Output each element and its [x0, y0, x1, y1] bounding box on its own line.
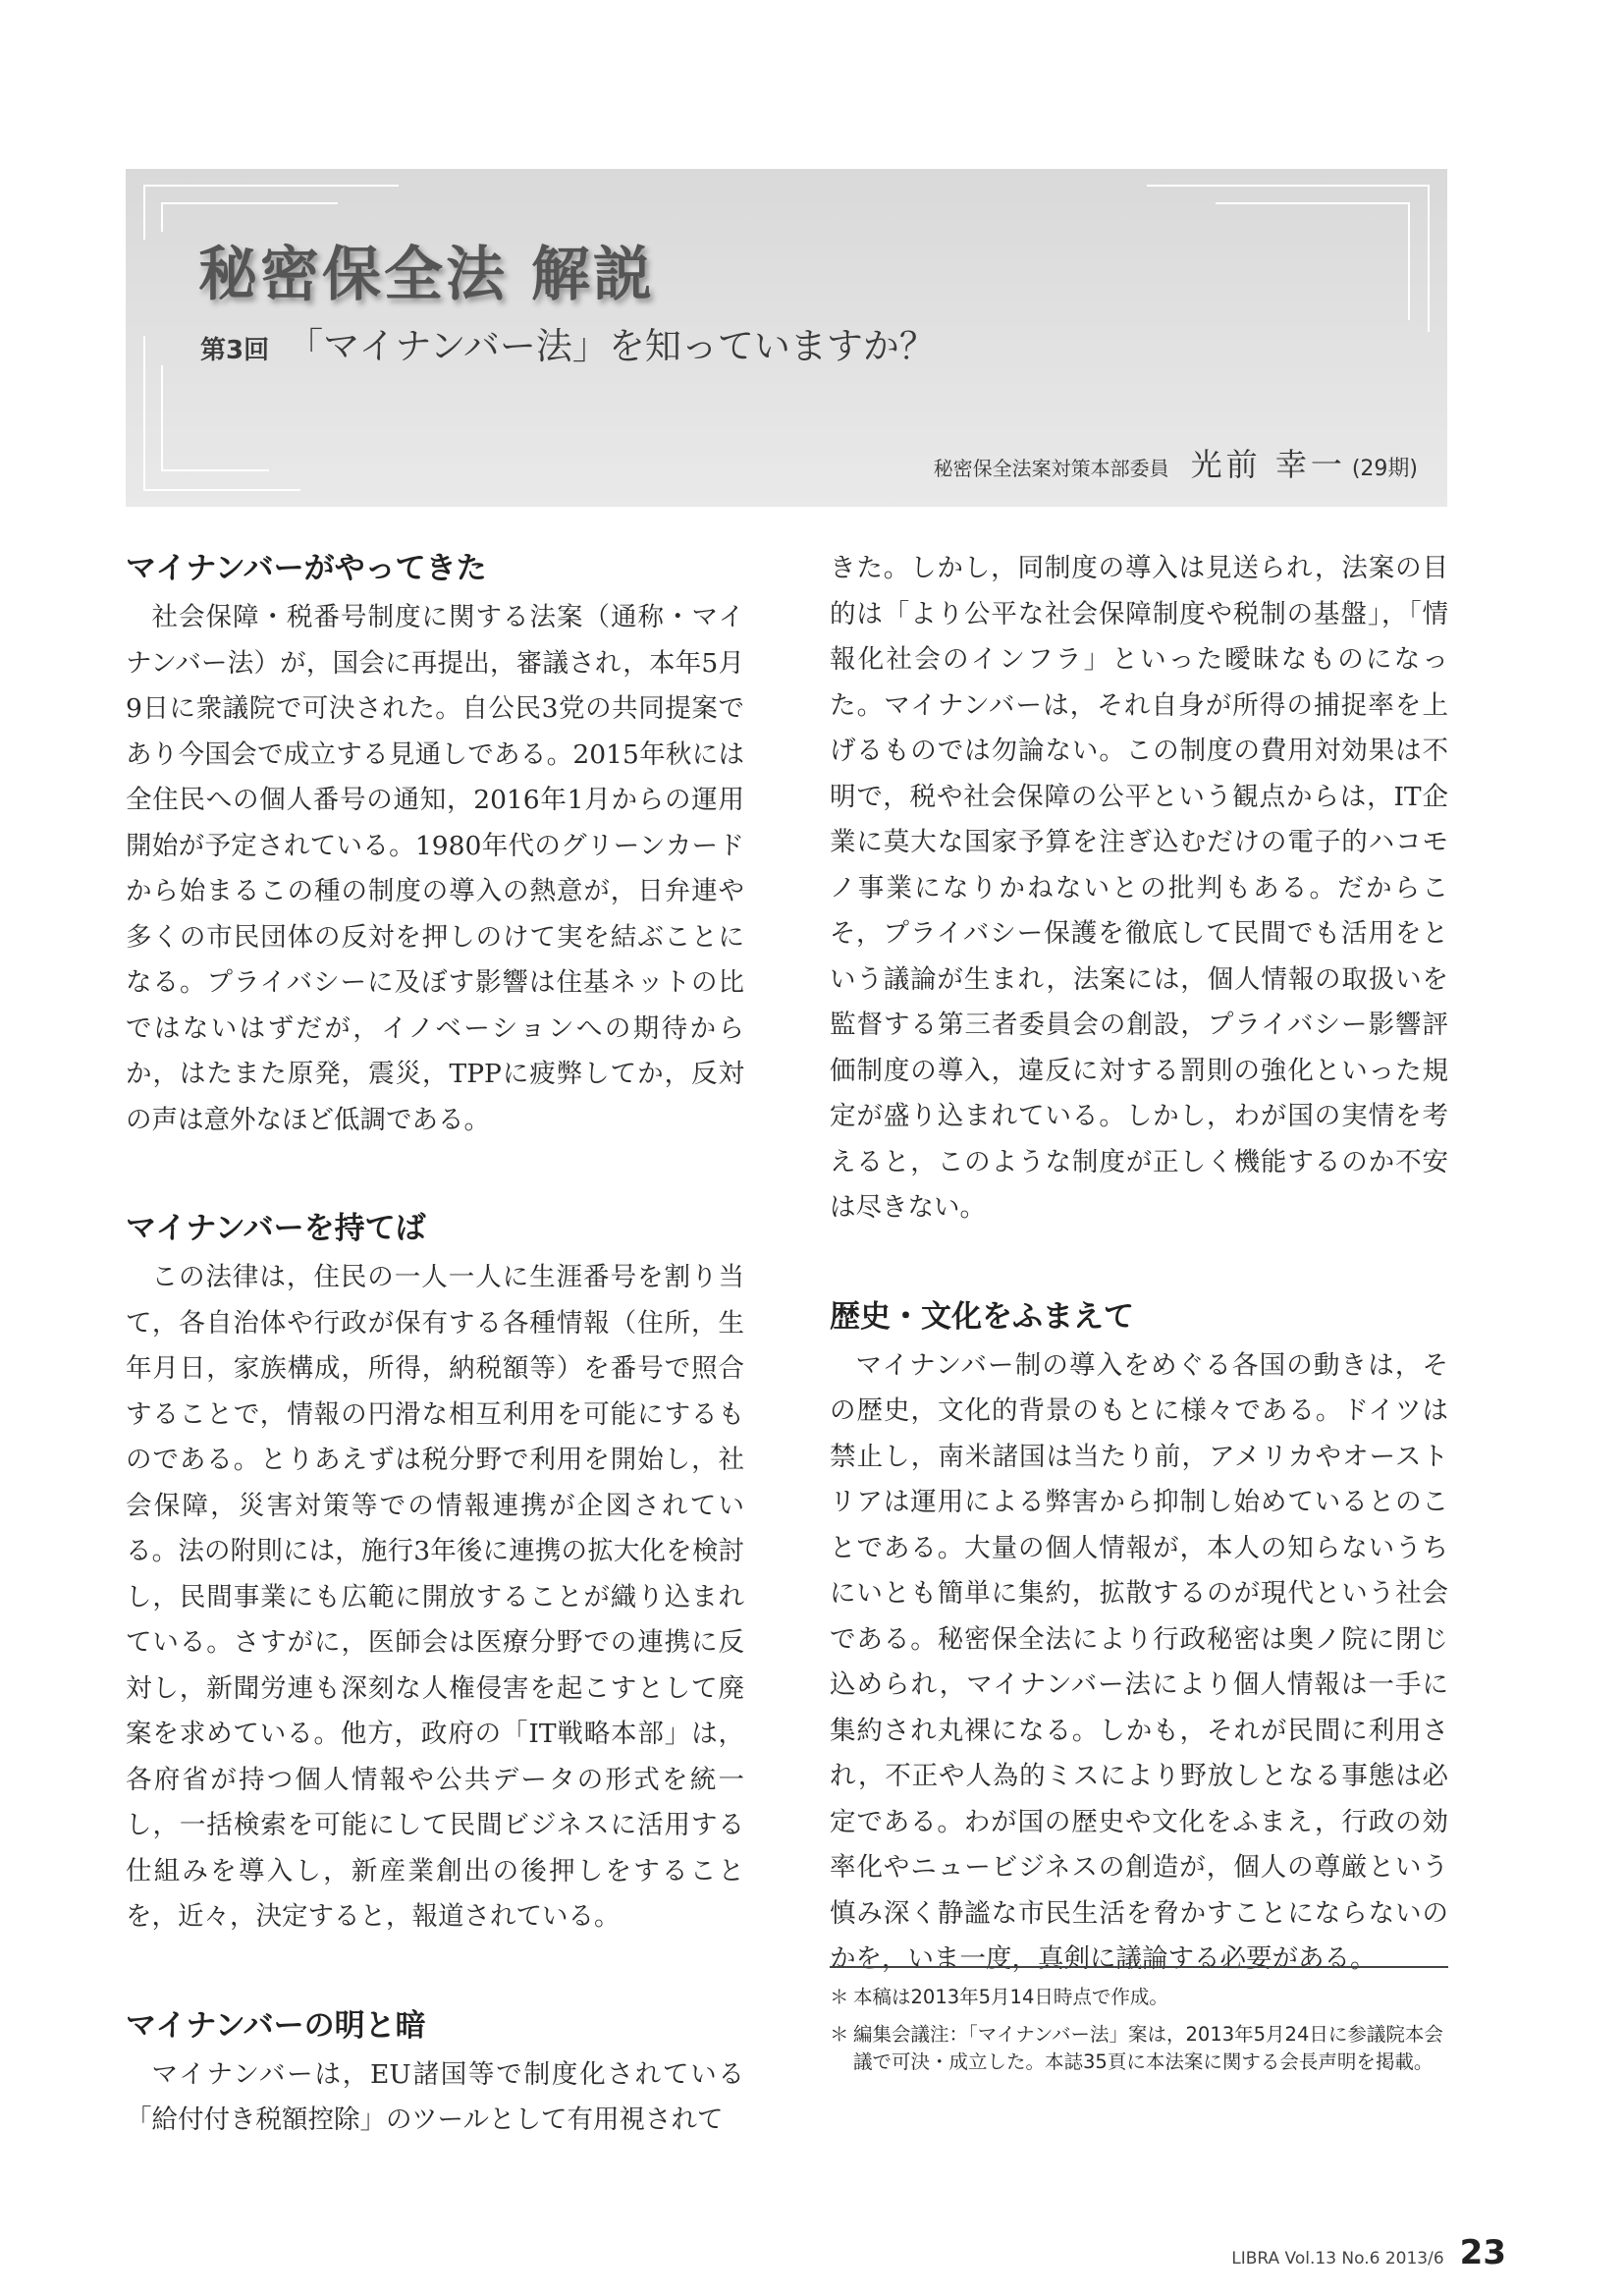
section-heading: マイナンバーがやってきた	[126, 551, 487, 586]
section-heading: マイナンバーの明と暗	[126, 2007, 426, 2044]
episode-number: 第3回	[200, 336, 270, 365]
footnote-text: 編集会議注：「マイナンバー法」案は，2013年5月24日に参議院本会議で可決・成立した。本誌35頁に本法案に関する会長声明を掲載。	[853, 2023, 1443, 2073]
section-body: 社会保障・税番号制度に関する法案（通称・マイナンバー法）が，国会に再提出，審議され，本年5月9日に衆議院で可決された。自公民3党の共同提案であり今国会で成立する見通しである。2015年秋には全住民への個人番号の通知，2016年1月からの運用開始が予定されている。1980年代のグリーンカードから始まるこの種の制度の導入の熱意が，日弁連や多くの市民団体の反対を押しのけて実を結ぶことになる。プライバシーに及ぼす影響は住基ネットの比ではないはずだが，イノベーションへの期待からか，はたまた原発，震災，TPPに疲弊してか，反対の声は意外なほど低調である。	[126, 602, 744, 1135]
author-byline	[934, 440, 1418, 485]
section-body: マイナンバーは，EU諸国等で制度化されている「給付付き税額控除」のツールとして有用視されて	[126, 2058, 744, 2135]
author-term: (29期)	[1351, 457, 1418, 481]
footnote	[830, 2021, 1448, 2076]
author-role: 秘密保全法案対策本部委員	[933, 457, 1169, 480]
author-name: 光前 幸一	[1190, 446, 1346, 483]
page-number: 23	[1459, 2233, 1506, 2272]
subtitle-text: 「マイナンバー法」を知っていますか？	[287, 325, 936, 367]
section-body-continued: きた。しかし，同制度の導入は見送られ，法案の目的は「より公平な社会保障制度や税制の基盤」，「情報化社会のインフラ」といった曖昧なものになった。マイナンバーは，それ自身が所得の捕捉率を上げるものでは勿論ない。この制度の費用対効果は不明で，税や社会保障の公平という観点からは，IT企業に莫大な国家予算を注ぎ込むだけの電子的ハコモノ事業になりかねないとの批判もある。だからこそ，プライバシー保護を徹底して民間でも活用をという議論が生まれ，法案には，個人情報の取扱いを監督する第三者委員会の創設，プライバシー影響評価制度の導入，違反に対する罰則の強化といった規定が盛り込まれている。しかし，わが国の実情を考えると，このような制度が正しく機能するのか不安は尽きない。	[830, 553, 1448, 1223]
footnote	[830, 1984, 1448, 2011]
asterisk-mark: ＊	[830, 1986, 849, 2008]
footnote-text: 本稿は2013年5月14日時点で作成。	[853, 1986, 1168, 2008]
title-banner	[126, 169, 1447, 507]
journal-info: LIBRA Vol.13 No.6 2013/6	[1231, 2249, 1444, 2269]
left-column	[126, 546, 744, 2144]
right-column	[830, 546, 1448, 1983]
section-body: マイナンバー制の導入をめぐる各国の動きは，その歴史，文化的背景のもとに様々である。ドイツは禁止し，南米諸国は当たり前，アメリカやオーストリアは運用による弊害から抑制し始めているとのことである。大量の個人情報が，本人の知らないうちにいとも簡単に集約，拡散するのが現代という社会である。秘密保全法により行政秘密は奥ノ院に閉じ込められ，マイナンバー法により個人情報は一手に集約され丸裸になる。しかも，それが民間に利用され，不正や人為的ミスにより野放しとなる事態は必定である。わが国の歴史や文化をふまえ，行政の効率化やニュービジネスの創造が，個人の尊厳という慎み深く静謐な市民生活を脅かすことにならないのかを，いま一度，真剣に議論する必要がある。	[830, 1349, 1448, 1974]
page-title: 秘密保全法 解説	[198, 241, 655, 309]
section-heading: 歴史・文化をふまえて	[830, 1298, 1134, 1335]
asterisk-mark: ＊	[830, 2023, 849, 2046]
subtitle	[200, 316, 936, 369]
section-heading: マイナンバーを持てば	[126, 1211, 426, 1246]
page-footer	[1231, 2233, 1506, 2272]
section-body: この法律は，住民の一人一人に生涯番号を割り当て，各自治体や行政が保有する各種情報（住所，生年月日，家族構成，所得，納税額等）を番号で照合することで，情報の円滑な相互利用を可能にするものである。とりあえずは税分野で利用を開始し，社会保障，災害対策等での情報連携が企図されている。法の附則には，施行3年後に連携の拡大化を検討し，民間事業にも広範に開放することが織り込まれている。さすがに，医師会は医療分野での連携に反対し，新聞労連も深刻な人権侵害を起こすとして廃案を求めている。他方，政府の「IT戦略本部」は，各府省が持つ個人情報や公共データの形式を統一し，一括検索を可能にして民間ビジネスに活用する仕組みを導入し，新産業創出の後押しをすることを，近々，決定すると，報道されている。	[126, 1262, 744, 1932]
footnotes	[830, 1966, 1448, 2086]
